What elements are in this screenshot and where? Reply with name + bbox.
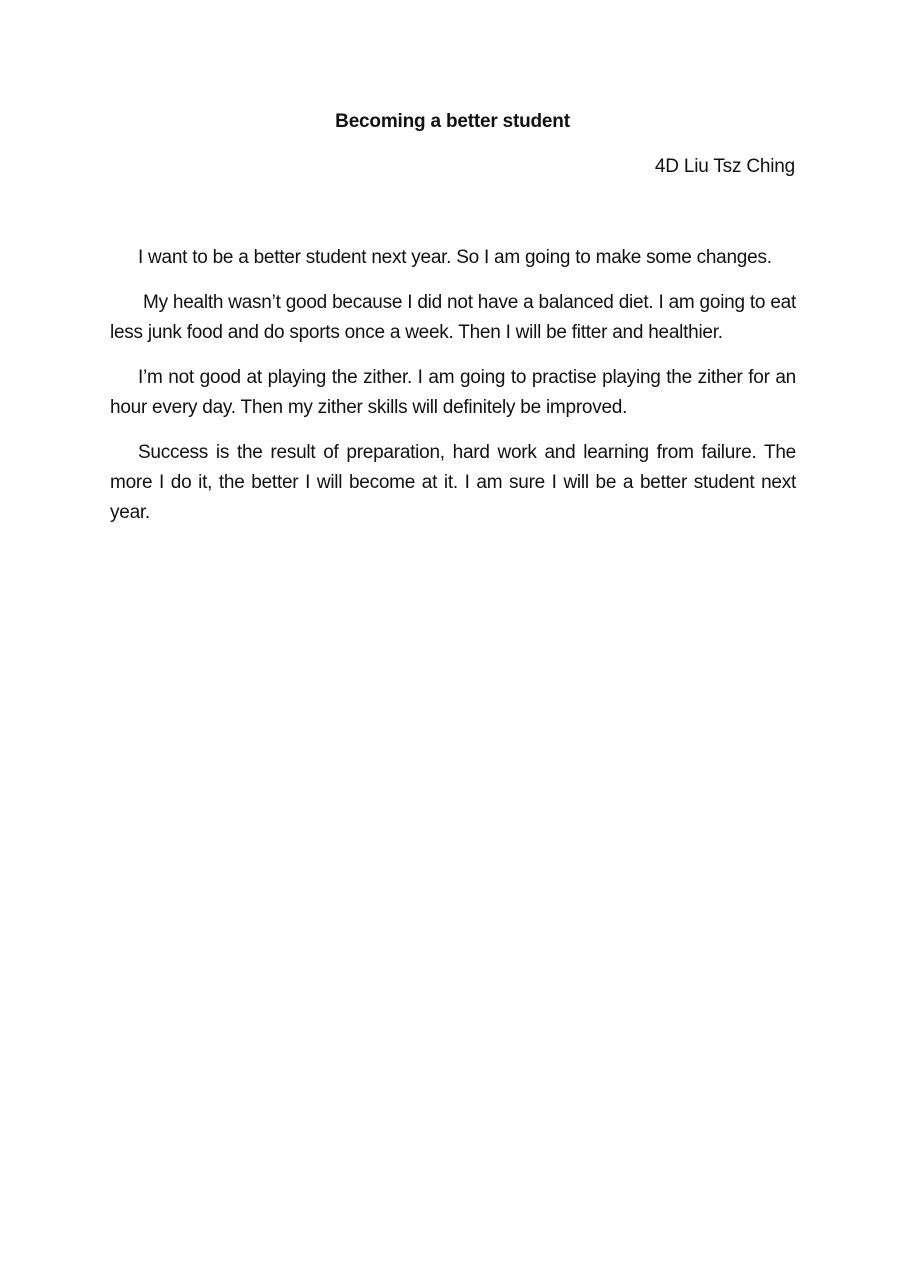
- author-line: 4D Liu Tsz Ching: [654, 156, 795, 177]
- document-title: Becoming a better student: [335, 111, 570, 132]
- paragraph-3: I’m not good at playing the zither. I am going to practise playing the zither for an hour every day. Then my zither skills will definitely be improved.: [110, 367, 796, 418]
- document-body: [110, 243, 796, 543]
- paragraph-2: My health wasn’t good because I did not have a balanced diet. I am going to eat less junk food and do sports once a week. Then I will be fitter and healthier.: [110, 292, 796, 343]
- paragraph-4: Success is the result of preparation, hard work and learning from failure. The more I do it, the better I will become at it. I am sure I will be a better student next year.: [110, 442, 796, 523]
- paragraph-1: I want to be a better student next year. So I am going to make some changes.: [138, 247, 772, 268]
